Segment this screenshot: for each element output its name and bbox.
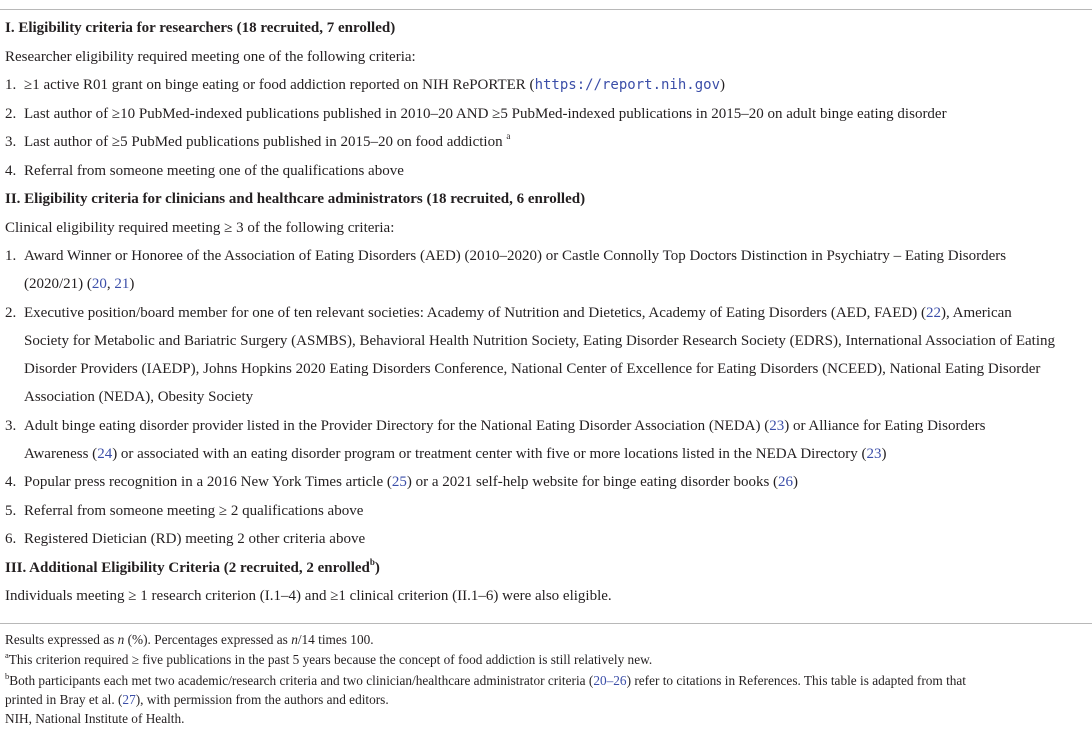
heading-text: III. Additional Eligibility Criteria (2 recruited, 2 enrolled bbox=[5, 560, 370, 576]
item-text: Executive position/board member for one of ten relevant societies: Academy of Nutrition and Dietetics, Academy of Eating Disorders (AED, FAED) ( bbox=[24, 305, 926, 321]
item-text: Last author of ≥10 PubMed-indexed publications published in 2010–20 AND ≥5 PubMed-indexed publications in 2015–20 on adult binge eating disorder bbox=[24, 106, 947, 122]
section-2-item-2-cont-2: Disorder Providers (IAEDP), Johns Hopkins 2020 Eating Disorders Conference, National Center of Excellence for Eating Disorders (NCEED), National Eating Disorder bbox=[24, 361, 1041, 377]
section-2-item-1-cont bbox=[24, 270, 1088, 298]
section-2-intro: Clinical eligibility required meeting ≥ 3 of the following criteria: bbox=[5, 220, 395, 236]
section-1-heading: I. Eligibility criteria for researchers (18 recruited, 7 enrolled) bbox=[5, 20, 396, 36]
section-3-intro: Individuals meeting ≥ 1 research criterion (I.1–4) and ≥1 clinical criterion (II.1–6) were also eligible. bbox=[5, 588, 612, 604]
section-2-item-5 bbox=[5, 497, 1088, 525]
citation-link[interactable]: 24 bbox=[97, 446, 113, 462]
footnote-a bbox=[5, 650, 1088, 671]
item-text: Award Winner or Honoree of the Association of Eating Disorders (AED) (2010–2020) or Castle Connolly Top Doctors Distinction in Psychiatry – Eating Disorders bbox=[24, 248, 1007, 264]
section-2-item-4 bbox=[5, 468, 1088, 496]
item-text: Adult binge eating disorder provider listed in the Provider Directory for the National Eating Disorder Association (NEDA) ( bbox=[24, 418, 770, 434]
footnote-nih: NIH, National Institute of Health. bbox=[5, 711, 185, 726]
section-1-item-4 bbox=[5, 157, 1088, 185]
section-2-heading: II. Eligibility criteria for clinicians and healthcare administrators (18 recruited, 6 enrolled) bbox=[5, 191, 586, 207]
item-number: 4. bbox=[5, 474, 17, 490]
item-number: 1. bbox=[5, 77, 17, 93]
heading-text: ) bbox=[374, 560, 380, 576]
section-2-item-6 bbox=[5, 525, 1088, 553]
item-text: ) or associated with an eating disorder program or treatment center with five or more locations listed in the NEDA Directory ( bbox=[112, 446, 867, 462]
section-2-item-2-cont-1: Society for Metabolic and Bariatric Surgery (ASMBS), Behavioral Health Nutrition Society, Eating Disorder Research Society (EDRS), International Association of Eating bbox=[24, 333, 1056, 349]
footnote-text: /14 times 100. bbox=[297, 632, 374, 647]
citation-link[interactable]: 23 bbox=[866, 446, 882, 462]
citation-link[interactable]: 26 bbox=[778, 474, 794, 490]
citation-link[interactable]: 23 bbox=[769, 418, 785, 434]
footnote-marker: b bbox=[369, 557, 375, 567]
section-1-item-1 bbox=[5, 71, 1088, 99]
section-2-item-1 bbox=[5, 242, 1088, 270]
section-2-item-2-cont-3: Association (NEDA), Obesity Society bbox=[24, 389, 254, 405]
footnote-text: Both participants each met two academic/research criteria and two clinician/healthcare administrator criteria ( bbox=[9, 673, 594, 688]
item-text: ), American bbox=[940, 305, 1012, 321]
footnote-text: This criterion required ≥ five publications in the past 5 years because the concept of food addiction is still relatively new. bbox=[8, 652, 653, 667]
section-1-intro: Researcher eligibility required meeting one of the following criteria: bbox=[5, 49, 416, 65]
footnote-text: Results expressed as bbox=[5, 632, 118, 647]
item-number: 6. bbox=[5, 531, 17, 547]
item-number: 2. bbox=[5, 106, 17, 122]
item-text: Last author of ≥5 PubMed publications published in 2015–20 on food addiction bbox=[24, 134, 507, 150]
footnote-results bbox=[5, 630, 1088, 651]
item-text: ≥1 active R01 grant on binge eating or food addiction reported on NIH RePORTER ( bbox=[24, 77, 535, 93]
section-1-item-2 bbox=[5, 100, 1088, 128]
item-number: 2. bbox=[5, 305, 17, 321]
citation-link[interactable]: 25 bbox=[391, 474, 407, 490]
footnote-text: n bbox=[117, 632, 125, 647]
footnote-marker: a bbox=[5, 649, 9, 660]
footnote-text: (%). Percentages expressed as bbox=[124, 632, 292, 647]
top-rule bbox=[0, 9, 1092, 10]
item-text: Awareness ( bbox=[24, 446, 98, 462]
item-text: Referral from someone meeting ≥ 2 qualifications above bbox=[24, 503, 364, 519]
citation-link[interactable]: 20–26 bbox=[593, 673, 627, 688]
item-number: 4. bbox=[5, 163, 17, 179]
footnote-marker: a bbox=[506, 131, 511, 141]
item-number: 3. bbox=[5, 134, 17, 150]
item-text: Referral from someone meeting one of the qualifications above bbox=[24, 163, 404, 179]
section-2-item-3-cont bbox=[24, 440, 1088, 468]
item-text: , bbox=[106, 276, 115, 292]
section-2-item-2 bbox=[5, 299, 1088, 327]
item-text: ) bbox=[793, 474, 799, 490]
footnote-marker: b bbox=[5, 670, 10, 681]
bottom-rule bbox=[0, 623, 1092, 624]
item-text: ) or Alliance for Eating Disorders bbox=[784, 418, 986, 434]
item-text: Registered Dietician (RD) meeting 2 other criteria above bbox=[24, 531, 366, 547]
footnote-text: printed in Bray et al. ( bbox=[5, 692, 123, 707]
nih-reporter-link[interactable]: https://report.nih.gov bbox=[534, 77, 720, 93]
citation-link[interactable]: 20 bbox=[91, 276, 107, 292]
item-text: ) bbox=[720, 77, 725, 93]
section-1-item-3 bbox=[5, 128, 1088, 156]
footnote-b-cont bbox=[5, 690, 1088, 711]
section-2-item-3 bbox=[5, 412, 1088, 440]
citation-link[interactable]: 21 bbox=[114, 276, 130, 292]
item-text: Popular press recognition in a 2016 New York Times article ( bbox=[24, 474, 392, 490]
footnote-text: ) refer to citations in References. This table is adapted from that bbox=[626, 673, 967, 688]
item-number: 1. bbox=[5, 248, 17, 264]
footnote-text: n bbox=[291, 632, 298, 647]
item-text: ) or a 2021 self-help website for binge eating disorder books ( bbox=[406, 474, 779, 490]
section-3-heading bbox=[5, 554, 1088, 582]
footnote-b bbox=[5, 671, 1088, 692]
item-text: ) bbox=[129, 276, 135, 292]
footnote-text: ), with permission from the authors and editors. bbox=[135, 692, 389, 707]
citation-link[interactable]: 27 bbox=[122, 692, 136, 707]
item-number: 5. bbox=[5, 503, 17, 519]
item-text: ) bbox=[881, 446, 887, 462]
citation-link[interactable]: 22 bbox=[925, 305, 941, 321]
item-number: 3. bbox=[5, 418, 17, 434]
item-text: (2020/21) ( bbox=[24, 276, 92, 292]
